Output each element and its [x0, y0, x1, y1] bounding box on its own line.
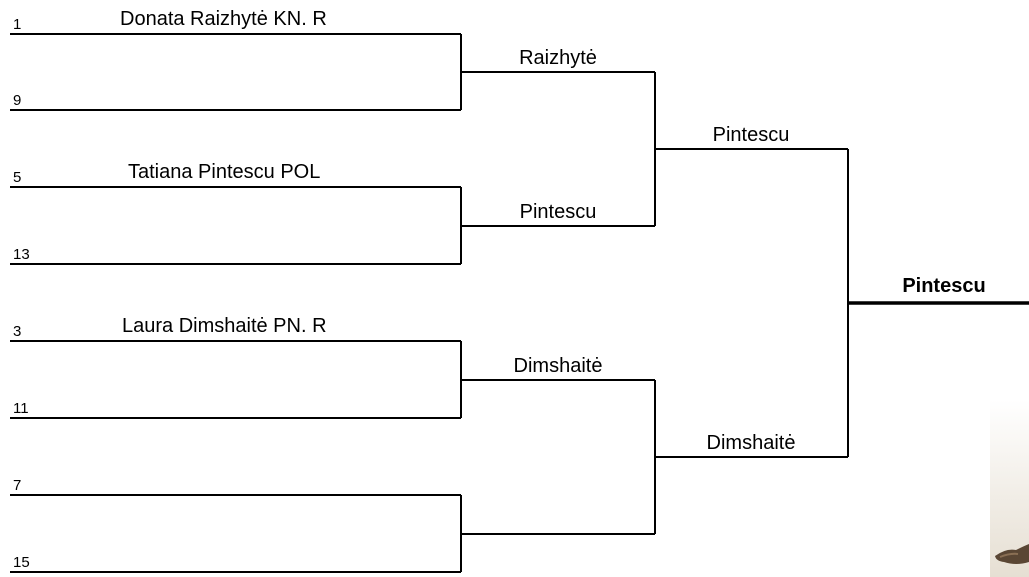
round1-slot-7: [10, 477, 461, 495]
winner-name: Raizhytė: [519, 47, 597, 69]
winner-name: Pintescu: [519, 201, 597, 223]
winner-name: Dimshaitė: [706, 432, 796, 454]
round1-slot-3: [10, 161, 461, 187]
seed-number: 5: [13, 169, 22, 186]
round2-slot-3: [461, 355, 655, 380]
round1-slot-1: [10, 8, 461, 34]
round1-slot-2: [10, 92, 461, 110]
round1-slot-4: [10, 246, 461, 264]
player-name: Laura Dimshaitė PN. R: [122, 315, 327, 337]
round2-slot-1: [461, 47, 655, 72]
semifinal-slot-1: [655, 124, 848, 149]
winner-name: Pintescu: [712, 124, 790, 146]
round2-slot-2: [461, 201, 655, 226]
seed-number: 3: [13, 323, 22, 340]
seed-number: 1: [13, 16, 22, 33]
round1-slot-6: [10, 400, 461, 418]
seed-number: 11: [13, 400, 29, 417]
winner-name: Dimshaitė: [513, 355, 603, 377]
round1-slot-8: [10, 554, 461, 572]
decorative-image-fragment: [990, 400, 1029, 577]
champion-slot: [848, 275, 1029, 303]
player-name: Tatiana Pintescu POL: [128, 161, 321, 183]
seed-number: 15: [13, 554, 30, 571]
seed-number: 13: [13, 246, 30, 263]
semifinal-slot-2: [655, 432, 848, 457]
round1-slot-5: [10, 315, 461, 341]
player-name: Donata Raizhytė KN. R: [120, 8, 327, 30]
seed-number: 7: [13, 477, 22, 494]
seed-number: 9: [13, 92, 22, 109]
champion-name: Pintescu: [902, 275, 986, 297]
